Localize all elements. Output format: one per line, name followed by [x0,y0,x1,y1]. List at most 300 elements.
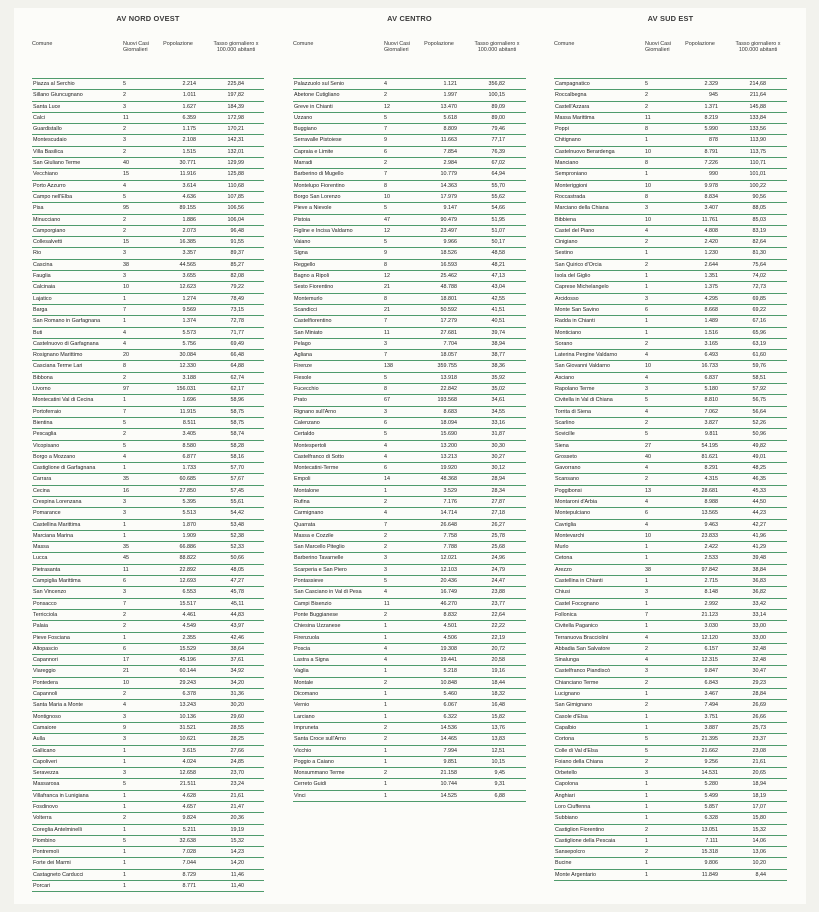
cell-comune: Torrita di Siena [555,408,591,415]
cell-nuovi-casi: 1 [384,758,387,765]
cell-popolazione: 8.809 [443,126,457,133]
table-row [32,768,264,779]
cell-nuovi-casi: 7 [384,352,387,359]
cell-tasso: 18,32 [491,691,505,698]
cell-comune: Chiusi [555,589,570,596]
cell-comune: Piazza al Serchio [33,81,75,87]
cell-popolazione: 15.690 [440,431,457,438]
cell-popolazione: 11.663 [440,137,457,144]
cell-popolazione: 46.270 [440,600,457,607]
cell-tasso: 43,04 [491,284,505,291]
cell-popolazione: 13.565 [701,510,718,517]
cell-comune: Radda in Chianti [555,318,595,325]
cell-tasso: 125,88 [227,171,244,178]
cell-popolazione: 15.529 [179,645,196,652]
table-row [554,384,787,395]
cell-tasso: 55,70 [491,182,505,189]
cell-tasso: 197,82 [227,92,244,99]
cell-popolazione: 45.196 [179,657,196,664]
header-popolazione: Popolazione [685,41,715,47]
cell-tasso: 9,45 [494,770,505,777]
cell-popolazione: 28.681 [701,487,718,494]
cell-popolazione: 1.011 [182,92,196,99]
cell-tasso: 32,48 [752,645,766,652]
cell-nuovi-casi: 6 [384,148,387,155]
cell-tasso: 142,31 [227,137,244,144]
cell-tasso: 61,60 [752,352,766,359]
table-row [32,858,264,869]
cell-tasso: 48,21 [491,261,505,268]
table-row [32,407,264,418]
cell-comune: Subbiano [555,815,578,822]
cell-nuovi-casi: 6 [384,465,387,472]
cell-nuovi-casi: 1 [645,781,648,788]
table-row [32,723,264,734]
cell-tasso: 52,33 [230,544,244,551]
cell-tasso: 23,37 [752,736,766,743]
cell-nuovi-casi: 5 [123,442,126,449]
cell-nuovi-casi: 1 [645,691,648,698]
cell-popolazione: 1.997 [443,92,457,99]
table-row [293,474,526,485]
cell-tasso: 45,33 [752,487,766,494]
cell-popolazione: 27.681 [440,329,457,336]
cell-tasso: 50,66 [230,555,244,562]
cell-nuovi-casi: 3 [123,137,126,144]
cell-tasso: 47,27 [230,578,244,585]
cell-nuovi-casi: 12 [384,227,390,234]
cell-nuovi-casi: 4 [123,329,126,336]
table-row [554,294,787,305]
cell-nuovi-casi: 1 [384,623,387,630]
cell-popolazione: 2.355 [182,634,196,641]
cell-tasso: 15,80 [752,815,766,822]
cell-popolazione: 9.811 [704,431,718,438]
cell-popolazione: 9.966 [443,239,457,246]
cell-nuovi-casi: 1 [123,465,126,472]
cell-popolazione: 2.715 [704,578,718,585]
cell-popolazione: 3.357 [182,250,196,257]
cell-popolazione: 5.756 [182,340,196,347]
table-row [32,90,264,101]
cell-popolazione: 3.887 [704,724,718,731]
cell-comune: Minucciano [33,216,61,223]
cell-comune: Scarperia e San Piero [294,566,347,573]
cell-tasso: 9,31 [494,781,505,788]
cell-popolazione: 30.084 [179,352,196,359]
cell-nuovi-casi: 2 [123,623,126,630]
table-row [293,248,526,259]
cell-tasso: 38,77 [491,352,505,359]
cell-comune: Manciano [555,160,579,167]
cell-comune: Castellina Marittima [33,521,81,528]
cell-tasso: 22,22 [491,623,505,630]
cell-tasso: 49,82 [752,442,766,449]
cell-popolazione: 6.837 [704,374,718,381]
cell-popolazione: 6.157 [704,645,718,652]
table-row [554,508,787,519]
cell-tasso: 51,95 [491,216,505,223]
panel-title: AV CENTRO [387,14,432,23]
cell-popolazione: 90.479 [440,216,457,223]
cell-nuovi-casi: 11 [384,600,390,607]
cell-nuovi-casi: 2 [645,645,648,652]
cell-comune: Massa Marittima [555,114,595,121]
cell-nuovi-casi: 1 [645,250,648,257]
table-row [293,282,526,293]
header-comune: Comune [32,41,53,47]
cell-comune: Colle di Val d'Elsa [555,747,598,754]
cell-popolazione: 6.322 [443,713,457,720]
cell-popolazione: 21.123 [701,611,718,618]
cell-comune: Dicomano [294,691,319,698]
cell-popolazione: 54.195 [701,442,718,449]
cell-tasso: 27,66 [230,747,244,754]
cell-nuovi-casi: 3 [123,498,126,505]
cell-popolazione: 22.842 [440,386,457,393]
table-row [293,294,526,305]
cell-tasso: 48,58 [491,250,505,257]
cell-nuovi-casi: 1 [645,724,648,731]
cell-nuovi-casi: 21 [384,306,390,313]
cell-popolazione: 2.329 [704,81,718,87]
cell-tasso: 44,50 [752,498,766,505]
cell-comune: Aulla [33,736,45,743]
cell-tasso: 62,74 [230,374,244,381]
cell-comune: Capannori [33,657,58,664]
cell-tasso: 6,88 [494,792,505,799]
cell-tasso: 76,39 [491,148,505,155]
table-row [554,181,787,192]
cell-tasso: 69,49 [230,340,244,347]
table-row [293,486,526,497]
cell-popolazione: 4.024 [182,758,196,765]
cell-popolazione: 8.729 [182,871,196,878]
cell-nuovi-casi: 10 [384,193,390,200]
cell-comune: Montespertoli [294,442,327,449]
cell-nuovi-casi: 5 [123,419,126,426]
cell-comune: San Miniato [294,329,323,336]
cell-nuovi-casi: 1 [645,815,648,822]
cell-comune: Capalbio [555,724,577,731]
cell-tasso: 57,45 [230,487,244,494]
table-row [554,870,787,881]
table-row [32,847,264,858]
cell-popolazione: 27.850 [179,487,196,494]
panel-title: AV NORD OVEST [116,14,180,23]
table-row [293,215,526,226]
cell-tasso: 21,47 [230,804,244,810]
table-row [32,169,264,180]
cell-popolazione: 60.685 [179,476,196,483]
cell-tasso: 38,84 [752,566,766,573]
cell-popolazione: 2.992 [704,600,718,607]
cell-nuovi-casi: 4 [645,634,648,641]
table-row [554,237,787,248]
cell-comune: Orbetello [555,770,577,777]
cell-popolazione: 21.395 [701,736,718,743]
cell-nuovi-casi: 1 [123,747,126,754]
table-row [554,135,787,146]
cell-comune: Poggio a Caiano [294,758,334,765]
cell-tasso: 25,78 [491,532,505,539]
cell-comune: San Casciano in Val di Pesa [294,589,362,596]
cell-nuovi-casi: 4 [384,81,387,87]
cell-comune: Scarlino [555,419,575,426]
cell-comune: Sesto Fiorentino [294,284,334,291]
cell-comune: Cecina [33,487,50,494]
table-row [32,248,264,259]
cell-comune: Carmignano [294,510,324,517]
table-row [554,610,787,621]
cell-tasso: 13,76 [491,724,505,731]
table-row [554,858,787,869]
cell-nuovi-casi: 10 [645,182,651,189]
cell-tasso: 44,23 [752,510,766,517]
table-row [32,508,264,519]
table-row [32,474,264,485]
cell-popolazione: 3.615 [182,747,196,754]
cell-comune: Massarosa [33,781,60,788]
cell-nuovi-casi: 1 [645,329,648,336]
cell-popolazione: 16.733 [701,363,718,370]
table-row [32,689,264,700]
cell-nuovi-casi: 10 [645,363,651,370]
cell-nuovi-casi: 8 [384,295,387,302]
cell-nuovi-casi: 1 [384,691,387,698]
cell-nuovi-casi: 7 [384,318,387,325]
cell-tasso: 26,66 [752,713,766,720]
table-row [293,666,526,677]
cell-comune: Fiesole [294,374,312,381]
cell-popolazione: 11.915 [179,408,196,415]
cell-tasso: 41,51 [491,306,505,313]
table-row [293,418,526,429]
cell-nuovi-casi: 5 [384,205,387,212]
cell-popolazione: 1.515 [182,148,196,155]
cell-nuovi-casi: 10 [645,216,651,223]
cell-tasso: 8,44 [755,871,766,878]
cell-nuovi-casi: 2 [384,92,387,99]
cell-tasso: 42,27 [752,521,766,528]
cell-popolazione: 5.573 [182,329,196,336]
cell-tasso: 42,46 [230,634,244,641]
cell-tasso: 113,90 [749,137,766,144]
table-row [32,113,264,124]
table-row [554,666,787,677]
cell-tasso: 28,25 [230,736,244,743]
cell-tasso: 107,85 [227,193,244,200]
cell-popolazione: 8.834 [704,193,718,200]
cell-tasso: 28,55 [230,724,244,731]
cell-popolazione: 12.315 [701,657,718,664]
table-row [554,497,787,508]
cell-nuovi-casi: 5 [384,578,387,585]
cell-tasso: 11,40 [230,883,244,890]
cell-comune: Castel del Piano [555,227,595,234]
cell-comune: Monsummano Terme [294,770,345,777]
table-row [293,441,526,452]
cell-nuovi-casi: 10 [645,148,651,155]
cell-popolazione: 25.462 [440,273,457,280]
table-row [554,260,787,271]
cell-comune: Caprese Michelangelo [555,284,609,291]
cell-tasso: 52,26 [752,419,766,426]
cell-tasso: 211,64 [749,92,766,99]
cell-popolazione: 13.918 [440,374,457,381]
cell-popolazione: 7.111 [705,837,718,844]
cell-tasso: 23,08 [752,747,766,754]
cell-comune: Castelnuovo di Garfagnana [33,340,99,347]
cell-comune: Laterina Pergine Valdarno [555,352,618,359]
cell-popolazione: 878 [709,137,718,144]
table-row [293,463,526,474]
cell-comune: Rio [33,250,42,257]
table-body [293,78,526,802]
cell-tasso: 30,20 [230,702,244,709]
cell-comune: Pontremoli [33,849,59,856]
cell-tasso: 32,48 [752,657,766,664]
cell-popolazione: 1.351 [704,273,718,280]
cell-nuovi-casi: 1 [123,532,126,539]
cell-comune: Campo nell'Elba [33,193,73,200]
cell-popolazione: 18.526 [440,250,457,257]
cell-tasso: 71,77 [230,329,244,336]
cell-comune: Collesalvetti [33,239,63,246]
cell-tasso: 49,01 [752,453,766,460]
cell-nuovi-casi: 5 [645,747,648,754]
cell-popolazione: 13.213 [440,453,457,460]
cell-nuovi-casi: 1 [123,849,126,856]
cell-popolazione: 19.920 [440,465,457,472]
cell-comune: Montemurlo [294,295,323,302]
cell-nuovi-casi: 5 [384,431,387,438]
cell-comune: Impruneta [294,724,319,731]
cell-popolazione: 18.057 [440,352,457,359]
cell-comune: Marciano della Chiana [555,205,609,212]
cell-tasso: 57,92 [752,386,766,393]
cell-nuovi-casi: 5 [645,81,648,87]
cell-comune: Certaldo [294,431,315,438]
cell-popolazione: 8.668 [704,306,718,313]
table-row [554,271,787,282]
cell-tasso: 132,01 [227,148,244,155]
cell-popolazione: 7.854 [443,148,457,155]
cell-comune: Poggibonsi [555,487,582,494]
cell-tasso: 101,01 [749,171,766,178]
cell-nuovi-casi: 11 [123,566,129,573]
cell-popolazione: 10.621 [179,736,196,743]
cell-tasso: 41,29 [752,544,766,551]
cell-comune: Barberino di Mugello [294,171,344,178]
cell-comune: Sestino [555,250,573,257]
table-row [554,486,787,497]
cell-popolazione: 1.121 [443,81,457,87]
cell-tasso: 39,74 [491,329,505,336]
cell-nuovi-casi: 3 [384,408,387,415]
cell-popolazione: 1.489 [704,318,718,325]
cell-comune: Monteriggioni [555,182,588,189]
cell-nuovi-casi: 2 [645,261,648,268]
table-row [293,757,526,768]
cell-tasso: 72,78 [230,318,244,325]
cell-tasso: 14,20 [230,860,244,867]
table-row [554,734,787,745]
cell-nuovi-casi: 1 [384,792,387,799]
cell-nuovi-casi: 97 [123,386,129,393]
cell-nuovi-casi: 2 [645,679,648,686]
cell-comune: Lastra a Signa [294,657,329,664]
cell-comune: Chianciano Terme [555,679,599,686]
cell-tasso: 39,48 [752,555,766,562]
cell-popolazione: 14.531 [701,770,718,777]
header-tasso: Tasso giornaliero x 100.000 abitanti [474,41,520,54]
cell-nuovi-casi: 1 [384,668,387,675]
cell-comune: Scansano [555,476,579,483]
table-row [32,825,264,836]
table-row [554,655,787,666]
cell-popolazione: 3.165 [704,340,718,347]
cell-popolazione: 4.295 [704,295,718,302]
table-row [554,282,787,293]
cell-tasso: 48,05 [230,566,244,573]
cell-tasso: 24,85 [230,758,244,765]
cell-tasso: 100,22 [749,182,766,189]
cell-comune: Sorano [555,340,573,347]
cell-nuovi-casi: 17 [123,657,129,664]
cell-nuovi-casi: 5 [123,81,126,87]
cell-nuovi-casi: 7 [123,600,126,607]
cell-nuovi-casi: 7 [123,408,126,415]
cell-nuovi-casi: 3 [123,103,126,110]
cell-nuovi-casi: 16 [123,487,129,494]
table-row [293,678,526,689]
cell-nuovi-casi: 5 [384,239,387,246]
cell-popolazione: 4.657 [182,804,196,810]
cell-popolazione: 12.693 [179,578,196,585]
cell-nuovi-casi: 2 [645,92,648,99]
cell-tasso: 28,94 [491,476,505,483]
cell-nuovi-casi: 2 [645,758,648,765]
cell-nuovi-casi: 3 [645,589,648,596]
cell-tasso: 50,96 [752,431,766,438]
cell-nuovi-casi: 1 [384,634,387,641]
cell-popolazione: 6.877 [182,453,196,460]
table-row [293,429,526,440]
cell-tasso: 19,16 [491,668,505,675]
cell-tasso: 58,96 [230,397,244,404]
table-row [293,621,526,632]
table-row [32,712,264,723]
table-row [554,633,787,644]
cell-popolazione: 12.021 [440,555,457,562]
cell-comune: San Romano in Garfagnana [33,318,101,325]
table-row [554,418,787,429]
table-row [293,520,526,531]
cell-comune: Rufina [294,498,310,505]
cell-comune: Capraia e Limite [294,148,334,155]
cell-popolazione: 3.405 [182,431,196,438]
cell-comune: Rignano sull'Arno [294,408,337,415]
cell-comune: Foiano della Chiana [555,758,603,765]
table-row [32,881,264,892]
cell-tasso: 85,27 [230,261,244,268]
cell-nuovi-casi: 11 [645,114,651,121]
cell-comune: Campagnatico [555,81,590,87]
cell-nuovi-casi: 11 [384,329,390,336]
cell-comune: Forte dei Marmi [33,860,71,867]
cell-comune: Bibbiena [555,216,576,223]
